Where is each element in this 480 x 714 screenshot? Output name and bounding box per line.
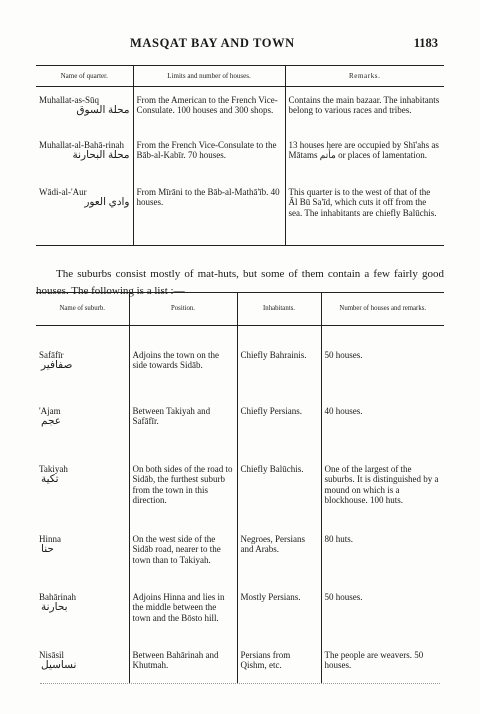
remarks-cell: 13 houses here are occupied by Shī'ahs as Mātams مأتم or places of lamentation. [285, 136, 444, 183]
suburb-name: Bahārinah [39, 592, 76, 602]
inhabitants-cell: Chiefly Bahrainis. [237, 326, 321, 399]
page-header [0, 36, 480, 52]
houses-remarks-cell: 80 huts. [321, 526, 444, 584]
suburb-name-arabic: حنا [41, 544, 54, 556]
position-cell: Between Takiyah and Safāfīr. [129, 398, 237, 456]
suburb-name-arabic: تكية [41, 474, 59, 486]
position-cell: On the west side of the Sidāb road, nearer to the town than to Takiyah. [129, 526, 237, 584]
inhabitants-cell: Persians from Qishm, etc. [237, 642, 321, 684]
houses-remarks-cell: The people are weavers. 50 houses. [321, 642, 444, 684]
inhabitants-cell: Chiefly Persians. [237, 398, 321, 456]
quarters-table [36, 65, 444, 246]
quarter-name-arabic: محلة السوق [76, 105, 130, 117]
suburbs-table [36, 292, 444, 684]
table-row [36, 398, 444, 456]
quarters-table-header [36, 66, 444, 87]
table-row [36, 183, 444, 246]
quarter-name-cell [36, 87, 133, 137]
suburbs-table-header [36, 293, 444, 326]
position-cell: Adjoins the town on the side towards Sidāb. [129, 326, 237, 399]
suburb-name: 'Ajam [39, 406, 61, 416]
suburb-name-arabic: عجم [41, 416, 62, 428]
table-row [36, 642, 444, 684]
suburb-name: Nisāsil [39, 650, 65, 660]
limits-cell: From Mīrāni to the Bāb-al-Mathā'īb. 40 houses. [133, 183, 285, 246]
suburb-name-cell [36, 456, 129, 526]
remarks-cell: This quarter is to the west of that of the Āl Bū Sa'īd, which cuts it off from the sea. The inhabitants are chiefly Balūchis. [285, 183, 444, 246]
quarter-name-arabic: وادي العور [84, 197, 130, 209]
suburb-name-cell [36, 326, 129, 399]
position-cell: Adjoins Hinna and lies in the middle between the town and the Bōsto hill. [129, 584, 237, 642]
suburb-name-cell [36, 526, 129, 584]
quarter-name-cell [36, 183, 133, 246]
position-cell: On both sides of the road to Sidāb, the furthest suburb from the town in this direction. [129, 456, 237, 526]
inhabitants-cell: Mostly Persians. [237, 584, 321, 642]
table-row [36, 326, 444, 399]
suburb-name: Takiyah [39, 464, 68, 474]
position-cell: Between Bahārinah and Khutmah. [129, 642, 237, 684]
inhabitants-cell: Chiefly Balūchis. [237, 456, 321, 526]
column-header-name-of-suburb: Name of suburb. [36, 293, 129, 326]
quarter-name: Muhallat-al-Bahā-rinah [39, 140, 124, 150]
suburb-name-arabic: صفافير [41, 360, 73, 372]
quarter-name: Muhallat-as-Sūq [39, 95, 99, 105]
table-row [36, 87, 444, 137]
table-row [36, 526, 444, 584]
suburb-name-cell [36, 398, 129, 456]
quarter-name-arabic: محلة البحارنة [72, 150, 130, 162]
remarks-cell: Contains the main bazaar. The inhabitants belong to various races and tribes. [285, 87, 444, 137]
column-header-name-of-quarter: Name of quarter. [36, 66, 133, 87]
suburb-name-arabic: نساسيل [41, 660, 77, 672]
column-header-inhabitants: Inhabitants. [237, 293, 321, 326]
table-row [36, 456, 444, 526]
houses-remarks-cell: 50 houses. [321, 326, 444, 399]
running-title: MASQAT BAY AND TOWN [130, 36, 295, 50]
column-header-limits: Limits and number of houses. [133, 66, 285, 87]
suburb-name-cell [36, 642, 129, 684]
table-row [36, 584, 444, 642]
suburb-name-arabic: بحارنة [41, 602, 68, 614]
quarter-name: Wādi-al-'Aur [39, 187, 87, 197]
limits-cell: From the American to the French Vice-Consulate. 100 houses and 300 shops. [133, 87, 285, 137]
houses-remarks-cell: 40 houses. [321, 398, 444, 456]
footer-divider [40, 683, 440, 684]
quarter-name-cell [36, 136, 133, 183]
suburbs-intro-paragraph: The suburbs consist mostly of mat-huts, but some of them contain a few fairly good houses. The following is a list :— [36, 268, 444, 297]
suburb-name: Hinna [39, 534, 61, 544]
houses-remarks-cell: 50 houses. [321, 584, 444, 642]
table-row [36, 136, 444, 183]
limits-cell: From the French Vice-Consulate to the Bāb-al-Kabīr. 70 houses. [133, 136, 285, 183]
column-header-remarks: Remarks. [285, 66, 444, 87]
inhabitants-cell: Negroes, Persians and Arabs. [237, 526, 321, 584]
houses-remarks-cell: One of the largest of the suburbs. It is distinguished by a mound on which is a blockhouse. 100 huts. [321, 456, 444, 526]
suburb-name: Safāfīr [39, 350, 64, 360]
page-number: 1183 [413, 36, 438, 50]
suburb-name-cell [36, 584, 129, 642]
column-header-position: Position. [129, 293, 237, 326]
column-header-houses-remarks: Number of houses and remarks. [321, 293, 444, 326]
